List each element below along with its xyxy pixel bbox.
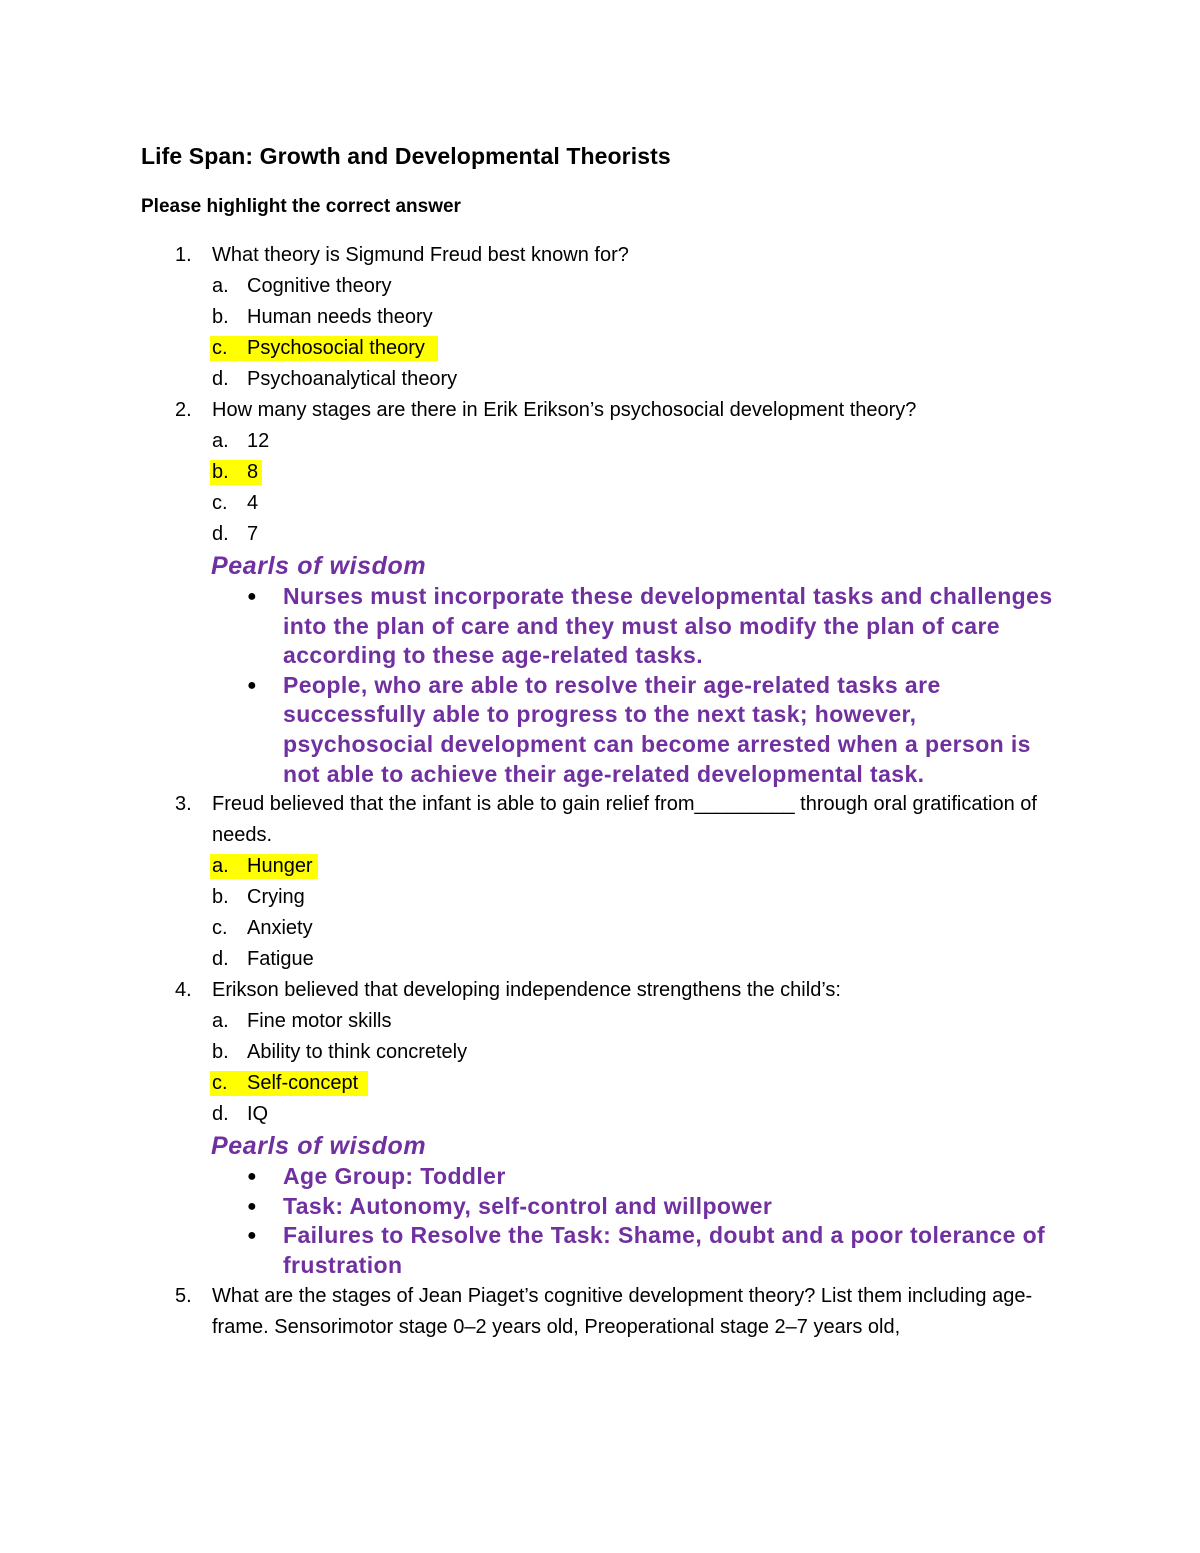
option-text: Psychoanalytical theory [247,368,458,390]
option-1a [0,271,1200,302]
pearl-item [0,1162,1200,1192]
question-list [0,240,1200,1343]
option-text: IQ [247,1103,269,1126]
question-number: 1. [175,244,192,266]
option-text: Cognitive theory [247,275,392,297]
option-text: 12 [247,430,270,452]
pearl-text: Task: Autonomy, self-control and willpower [283,1192,773,1219]
option-letter: c. [212,492,228,514]
option-letter: b. [212,306,229,328]
question-number: 2. [175,399,192,421]
question-text: Erikson believed that developing independence strengthens the child’s: [212,979,841,1002]
pearl-item [0,582,1200,671]
option-2b-highlighted [0,457,1200,488]
pearls-list [0,582,1200,789]
option-letter: d. [212,523,229,545]
question-5 [0,1281,1200,1343]
option-letter: b. [212,886,229,909]
option-text: Crying [247,886,305,909]
question-text: What are the stages of Jean Piaget’s cognitive development theory? List them including age-frame. Sensorimotor stage 0–2 years old, Preoperational stage 2–7 years old, [212,1284,1033,1338]
option-letter: c. [212,337,228,359]
document-title: Life Span: Growth and Developmental Theorists [141,143,671,169]
pearls-list [0,1162,1200,1280]
option-text: Human needs theory [247,306,433,328]
option-1d [0,364,1200,395]
pearl-text: Age Group: Toddler [283,1163,506,1190]
question-text: How many stages are there in Erik Erikson’s psychosocial development theory? [212,399,917,421]
option-text: 8 [247,461,259,483]
option-text: Self-concept [247,1072,359,1095]
option-letter: a. [212,1010,229,1033]
option-text: Psychosocial theory [247,337,425,359]
bullet-icon: ● [247,588,258,605]
option-4c-highlighted [0,1068,1200,1099]
question-number: 3. [175,793,192,816]
option-1b [0,302,1200,333]
pearl-text: Nurses must incorporate these developmental tasks and challenges into the plan of care and they must also modify the plan of care according to these age-related tasks. [283,583,1053,669]
question-number: 4. [175,979,192,1002]
option-text: 4 [247,492,259,514]
question-text: Freud believed that the infant is able to gain relief from_________ through oral gratification of needs. [212,793,1037,847]
option-letter: d. [212,368,229,390]
option-3d [0,944,1200,975]
bullet-icon: ● [247,1168,258,1186]
option-2a [0,426,1200,457]
bullet-icon: ● [247,676,258,694]
bullet-icon: ● [247,1197,258,1215]
option-letter: a. [212,430,229,452]
question-4 [0,975,1200,1006]
pearl-text: Failures to Resolve the Task: Shame, doubt and a poor tolerance of frustration [283,1222,1046,1278]
question-2 [0,395,1200,426]
option-4d [0,1099,1200,1130]
option-letter: a. [212,855,229,878]
option-3c [0,913,1200,944]
option-letter: d. [212,1103,229,1126]
option-text: Fine motor skills [247,1010,392,1033]
bullet-icon: ● [247,1227,258,1245]
option-text: Ability to think concretely [247,1041,468,1064]
option-text: Anxiety [247,917,313,940]
option-letter: b. [212,1041,229,1064]
option-text: Fatigue [247,948,314,971]
question-text: What theory is Sigmund Freud best known for? [212,244,629,266]
option-4a [0,1006,1200,1037]
instruction-text: Please highlight the correct answer [141,196,461,217]
option-text: 7 [247,523,259,545]
pearl-item [0,1192,1200,1222]
pearls-heading: Pearls of wisdom [211,1132,427,1161]
pearl-text: People, who are able to resolve their age-related tasks are successfully able to progress to the next task; however, psychosocial development can become arrested when a person is not able to achieve their age-related developmental task. [283,671,1031,787]
option-text: Hunger [247,855,313,878]
option-3a-highlighted [0,851,1200,882]
pearls-heading: Pearls of wisdom [211,552,427,580]
option-letter: d. [212,948,229,971]
pearl-item [0,1221,1200,1280]
option-letter: c. [212,917,228,940]
question-number: 5. [175,1284,192,1307]
pearl-item [0,671,1200,789]
option-2d [0,519,1200,550]
question-1 [0,240,1200,271]
option-4b [0,1037,1200,1068]
option-letter: b. [212,461,229,483]
question-3 [0,789,1200,851]
option-3b [0,882,1200,913]
option-letter: c. [212,1072,228,1095]
option-2c [0,488,1200,519]
option-1c-highlighted [0,333,1200,364]
option-letter: a. [212,275,229,297]
